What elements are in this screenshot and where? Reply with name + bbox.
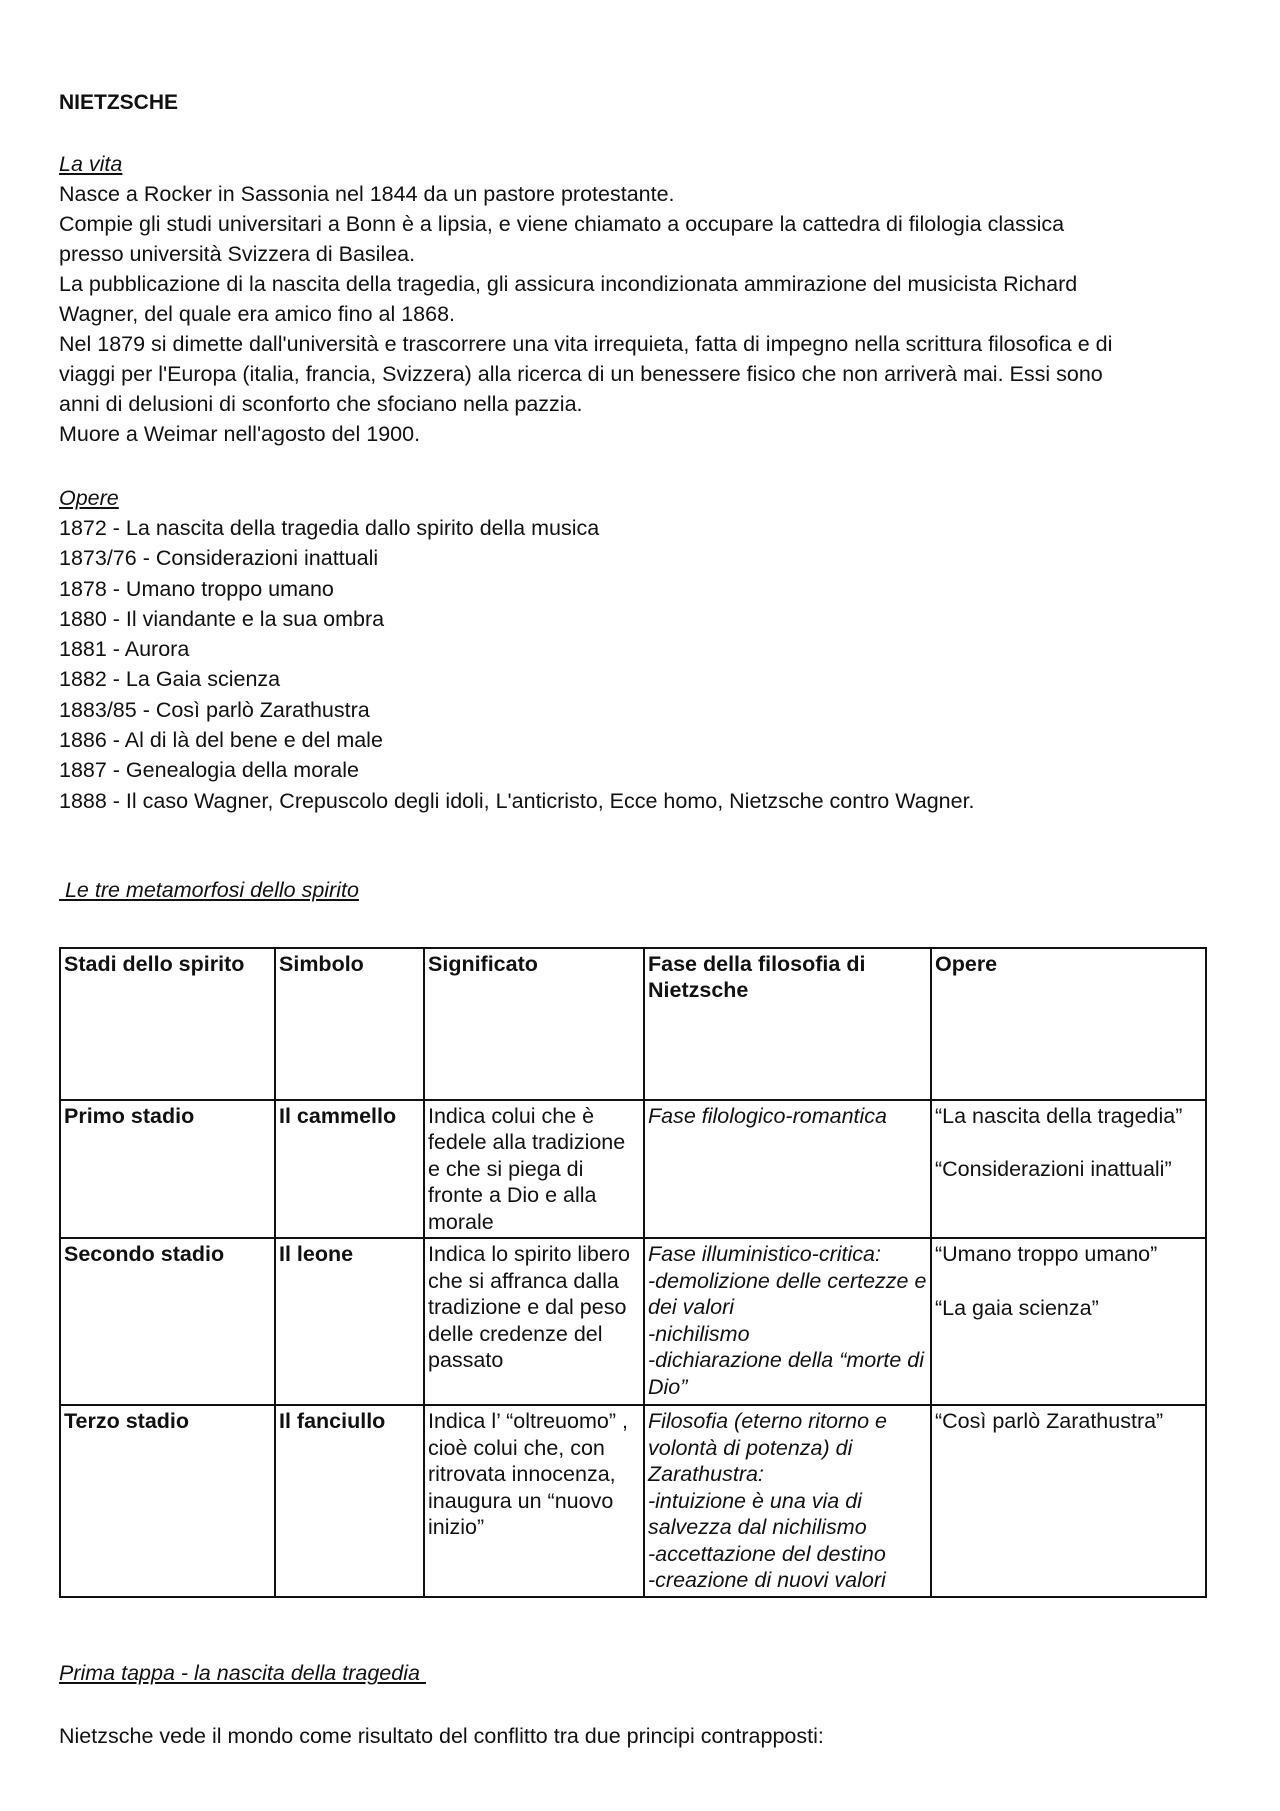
header-fase: Fase della filosofia di Nietzsche: [644, 948, 931, 1100]
opere-item: 1883/85 - Così parlò Zarathustra: [59, 697, 370, 722]
opere-item: 1886 - Al di là del bene e del male: [59, 728, 383, 753]
document-title: NIETZSCHE: [59, 91, 179, 114]
fase-line: -dichiarazione della “morte di Dio”: [648, 1348, 925, 1399]
cell-stadio: Secondo stadio: [60, 1238, 275, 1405]
opere-item: 1881 - Aurora: [59, 637, 190, 662]
document-page: [59, 88, 1229, 1751]
header-significato: Significato: [424, 948, 644, 1100]
cell-stadio: Primo stadio: [60, 1100, 275, 1239]
prima-tappa-heading: Prima tappa - la nascita della tragedia: [59, 1661, 426, 1686]
vita-line: Compie gli studi universitari a Bonn è a lipsia, e viene chiamato a occupare la cattedra di filologia classica: [59, 212, 1065, 236]
section-opere: [59, 483, 1229, 816]
vita-line: anni di delusioni di sconforto che sfociano nella pazzia.: [59, 392, 583, 416]
opere-item: 1872 - La nascita della tragedia dallo spirito della musica: [59, 516, 600, 540]
prima-tappa-text: Nietzsche vede il mondo come risultato del conflitto tra due principi contrapposti:: [59, 1724, 824, 1749]
cell-opere: [931, 1100, 1206, 1239]
opera-entry: “La nascita della tragedia”: [935, 1103, 1183, 1128]
cell-significato: Indica colui che è fedele alla tradizione e che si piega di fronte a Dio e alla morale: [424, 1100, 644, 1239]
fase-line: Fase filologico-romantica: [648, 1103, 887, 1128]
fase-line: -accettazione del destino: [648, 1541, 886, 1566]
cell-significato: Indica l’ “oltreuomo” , cioè colui che, con ritrovata innocenza, inaugura un “nuovo inizio”: [424, 1405, 644, 1597]
fase-line: Fase illuministico-critica:: [648, 1242, 881, 1267]
vita-line: presso università Svizzera di Basilea.: [59, 242, 416, 266]
opere-item: 1887 - Genealogia della morale: [59, 758, 360, 783]
section-vita: [59, 149, 1229, 449]
table-row: [60, 1238, 1206, 1405]
cell-stadio: Terzo stadio: [60, 1405, 275, 1597]
table-header-row: [60, 948, 1206, 1100]
fase-line: -nichilismo: [648, 1321, 750, 1346]
cell-opere: [931, 1238, 1206, 1405]
metamorfosi-table: [59, 947, 1207, 1599]
opera-entry: “La gaia scienza”: [935, 1295, 1099, 1320]
opera-entry: “Considerazioni inattuali”: [935, 1157, 1172, 1182]
opere-item: 1873/76 - Considerazioni inattuali: [59, 546, 379, 571]
header-opere: Opere: [931, 948, 1206, 1100]
vita-line: Muore a Weimar nell'agosto del 1900.: [59, 422, 421, 446]
opere-item: 1888 - Il caso Wagner, Crepuscolo degli idoli, L'anticristo, Ecce homo, Nietzsche contro Wagner.: [59, 788, 975, 813]
fase-line: Filosofia (eterno ritorno e volontà di potenza) di Zarathustra:: [648, 1409, 887, 1487]
table-row: [60, 1100, 1206, 1239]
opere-item: 1878 - Umano troppo umano: [59, 576, 334, 601]
metamorfosi-heading: Le tre metamorfosi dello spirito: [59, 877, 359, 902]
vita-line: Nasce a Rocker in Sassonia nel 1844 da un pastore protestante.: [59, 182, 675, 206]
opere-item: 1882 - La Gaia scienza: [59, 667, 281, 692]
opere-heading: Opere: [59, 486, 119, 510]
cell-simbolo: Il cammello: [275, 1100, 424, 1239]
fase-line: -demolizione delle certezze e dei valori: [648, 1268, 927, 1320]
vita-line: Nel 1879 si dimette dall'università e trascorrere una vita irrequieta, fatta di impegno nella scrittura filosofica e di: [59, 332, 1113, 356]
vita-heading: La vita: [59, 152, 123, 176]
cell-fase: [644, 1100, 931, 1239]
fase-line: -creazione di nuovi valori: [648, 1568, 886, 1593]
vita-line: Wagner, del quale era amico fino al 1868.: [59, 302, 456, 326]
cell-significato: Indica lo spirito libero che si affranca dalla tradizione e dal peso delle credenze del passato: [424, 1238, 644, 1405]
vita-line: viaggi per l'Europa (italia, francia, Svizzera) alla ricerca di un benessere fisico che non arriverà mai. Essi sono: [59, 362, 1103, 386]
cell-simbolo: Il fanciullo: [275, 1405, 424, 1597]
opera-entry: “Così parlò Zarathustra”: [935, 1409, 1164, 1434]
cell-fase: [644, 1238, 931, 1405]
opera-entry: “Umano troppo umano”: [935, 1242, 1158, 1267]
cell-opere: [931, 1405, 1206, 1597]
vita-line: La pubblicazione di la nascita della tragedia, gli assicura incondizionata ammirazione del musicista Richard: [59, 272, 1078, 296]
header-stadi: Stadi dello spirito: [60, 948, 275, 1100]
opere-item: 1880 - Il viandante e la sua ombra: [59, 606, 385, 631]
cell-fase: [644, 1405, 931, 1597]
header-simbolo: Simbolo: [275, 948, 424, 1100]
cell-simbolo: Il leone: [275, 1238, 424, 1405]
fase-line: -intuizione è una via di salvezza dal nichilismo: [648, 1488, 867, 1540]
table-row: [60, 1405, 1206, 1597]
